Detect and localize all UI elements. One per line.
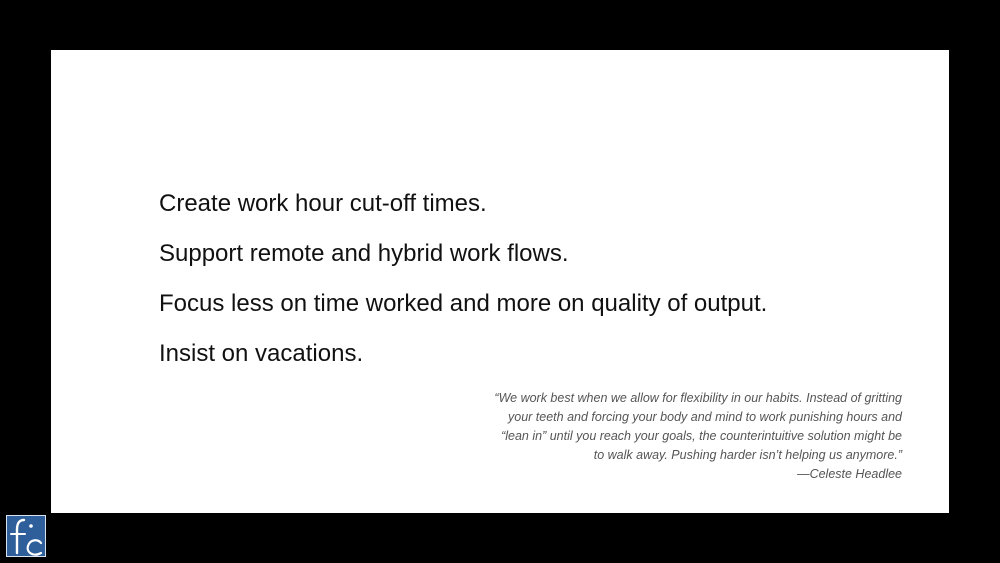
fc-logo-icon [6,515,46,557]
point-cutoff-times: Create work hour cut-off times. [159,190,487,217]
slide [51,50,949,513]
quote-line: your teeth and forcing your body and mind to work punishing hours and [508,410,902,424]
bullet-list [159,189,767,389]
quote-line: to walk away. Pushing harder isn’t helping us anymore.” [593,448,902,462]
quote-attribution: —Celeste Headlee [797,467,902,481]
point-quality-output: Focus less on time worked and more on quality of output. [159,290,768,317]
point-vacations: Insist on vacations. [159,340,364,367]
fc-monogram-icon [7,516,45,556]
quote-line: “We work best when we allow for flexibility in our habits. Instead of gritting [494,391,902,405]
point-remote-hybrid: Support remote and hybrid work flows. [159,240,569,267]
quote-line: “lean in” until you reach your goals, the counterintuitive solution might be [501,429,902,443]
quote-block [462,389,902,484]
